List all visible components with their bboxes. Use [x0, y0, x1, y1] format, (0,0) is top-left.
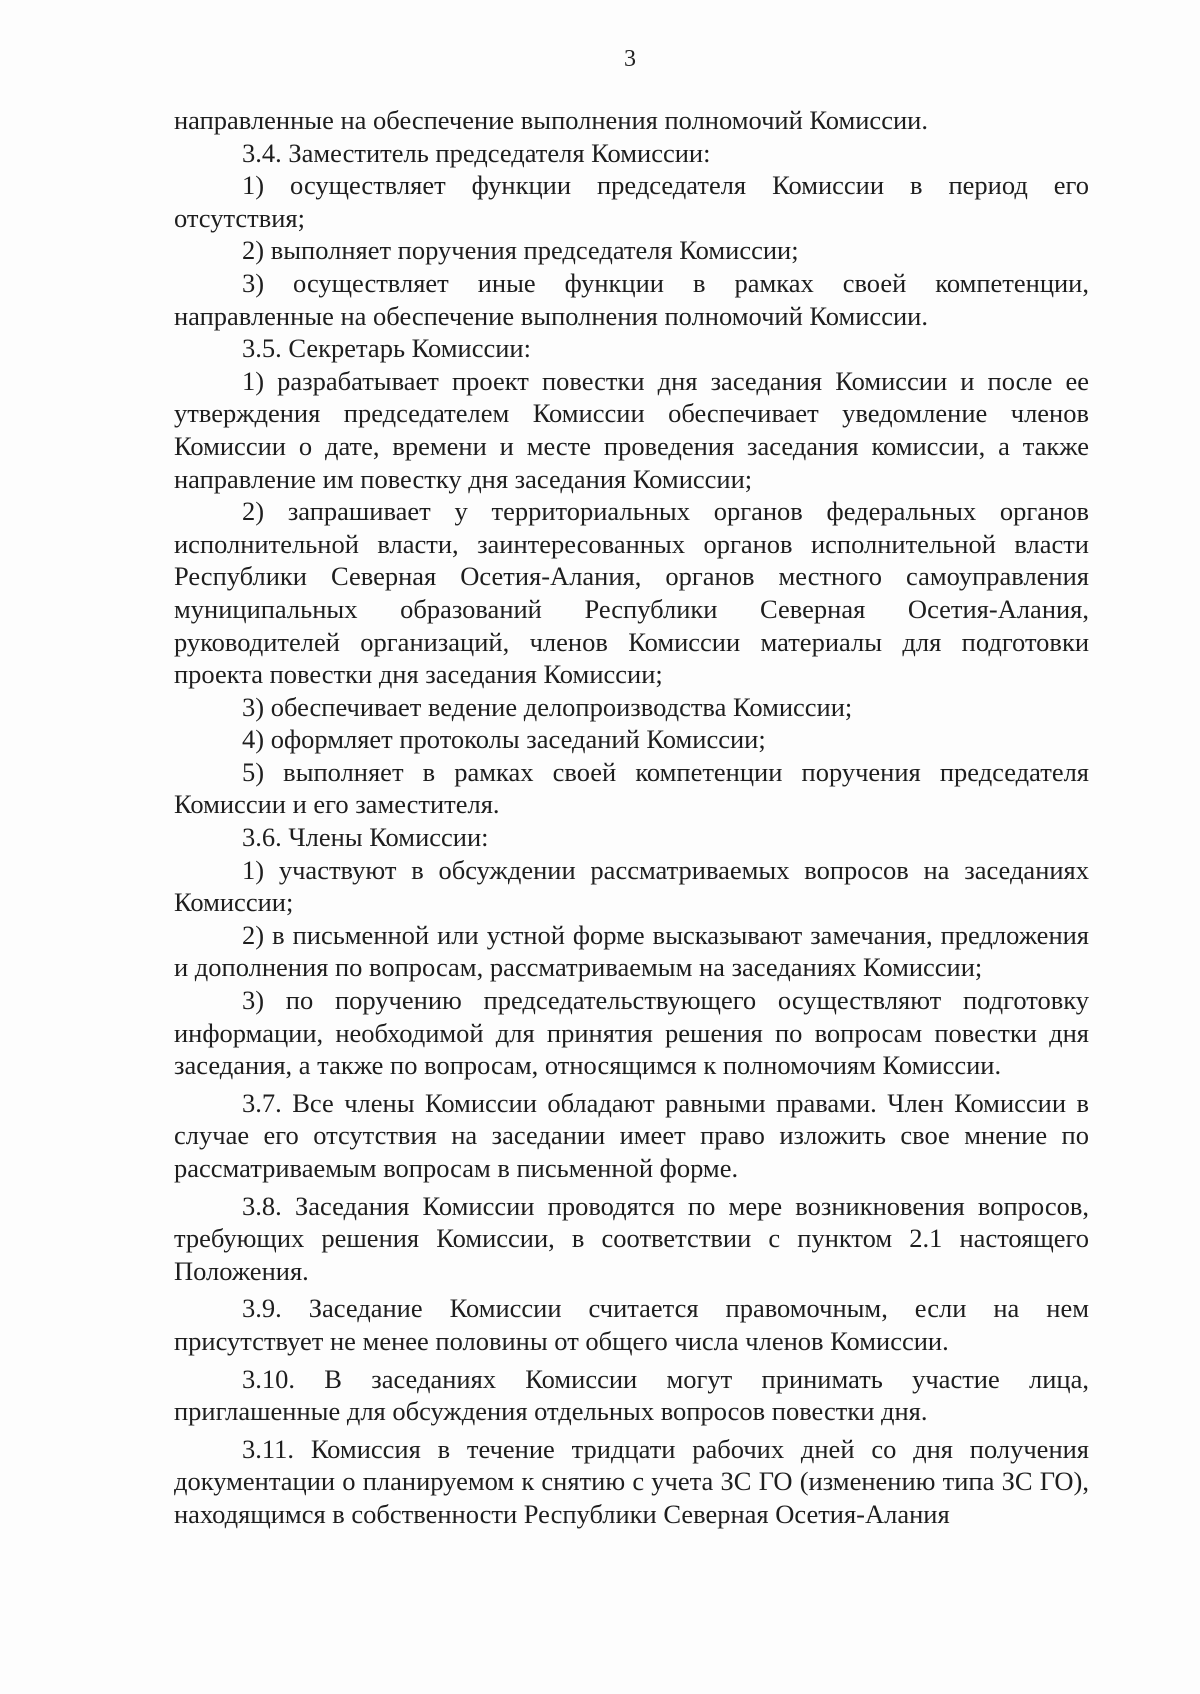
paragraph: 1) участвуют в обсуждении рассматриваемых вопросов на заседаниях Комиссии; [174, 854, 1089, 918]
paragraph: 3) по поручению председательствующего осуществляют подготовку информации, необходимой для принятия решения по вопросам повестки дня заседания, а также по вопросам, относящимся к полномочиям Комиссии. [174, 985, 1089, 1081]
paragraph: 5) выполняет в рамках своей компетенции поручения председателя Комиссии и его заместителя. [174, 756, 1089, 820]
paragraph: 3.7. Все члены Комиссии обладают равными правами. Член Комиссии в случае его отсутствия на заседании имеет право изложить свое мнение по рассматриваемым вопросам в письменной форме. [174, 1087, 1089, 1183]
paragraph: 1) осуществляет функции председателя Комиссии в период его отсутствия; [174, 170, 1089, 233]
paragraph: 3.6. Члены Комиссии: [242, 822, 489, 853]
paragraph: 3.9. Заседание Комиссии считается правомочным, если на нем присутствует не менее половины от общего числа членов Комиссии. [174, 1293, 1089, 1356]
paragraph: 4) оформляет протоколы заседаний Комиссии; [242, 724, 766, 755]
paragraph: 2) выполняет поручения председателя Комиссии; [242, 235, 799, 266]
paragraph: 1) разрабатывает проект повестки дня заседания Комиссии и после ее утверждения председателем Комиссии обеспечивает уведомление членов Комиссии о дате, времени и месте проведения заседания комиссии, а также направление им повестку дня заседания Комиссии; [174, 365, 1089, 494]
paragraph: 3.5. Секретарь Комиссии: [242, 333, 531, 364]
paragraph: 2) запрашивает у территориальных органов федеральных органов исполнительной власти, заинтересованных органов исполнительной власти Республики Северная Осетия-Алания, органов местного самоуправления муниципальных образований Республики Северная Осетия-Алания, руководителей организаций, членов Комиссии материалы для подготовки проекта повестки дня заседания Комиссии; [174, 496, 1089, 690]
paragraph: 2) в письменной или устной форме высказывают замечания, предложения и дополнения по вопросам, рассматриваемым на заседаниях Комиссии; [174, 919, 1089, 983]
page-number: 3 [624, 46, 636, 72]
paragraph: 3.8. Заседания Комиссии проводятся по мере возникновения вопросов, требующих решения Комиссии, в соответствии с пунктом 2.1 настоящего Положения. [174, 1190, 1089, 1286]
paragraph: 3.4. Заместитель председателя Комиссии: [242, 137, 711, 168]
document-body [174, 104, 1089, 1531]
paragraph: 3.10. В заседаниях Комиссии могут принимать участие лица, приглашенные для обсуждения отдельных вопросов повестки дня. [174, 1363, 1089, 1427]
paragraph: 3.11. Комиссия в течение тридцати рабочих дней со дня получения документации о планируемом к снятию с учета ЗС ГО (изменению типа ЗС ГО), находящимся в собственности Республики Северная Осетия-Алания [174, 1433, 1089, 1529]
paragraph: направленные на обеспечение выполнения полномочий Комиссии. [174, 105, 928, 135]
paragraph: 3) обеспечивает ведение делопроизводства Комиссии; [242, 691, 853, 722]
paragraph: 3) осуществляет иные функции в рамках своей компетенции, направленные на обеспечение выполнения полномочий Комиссии. [174, 267, 1089, 331]
